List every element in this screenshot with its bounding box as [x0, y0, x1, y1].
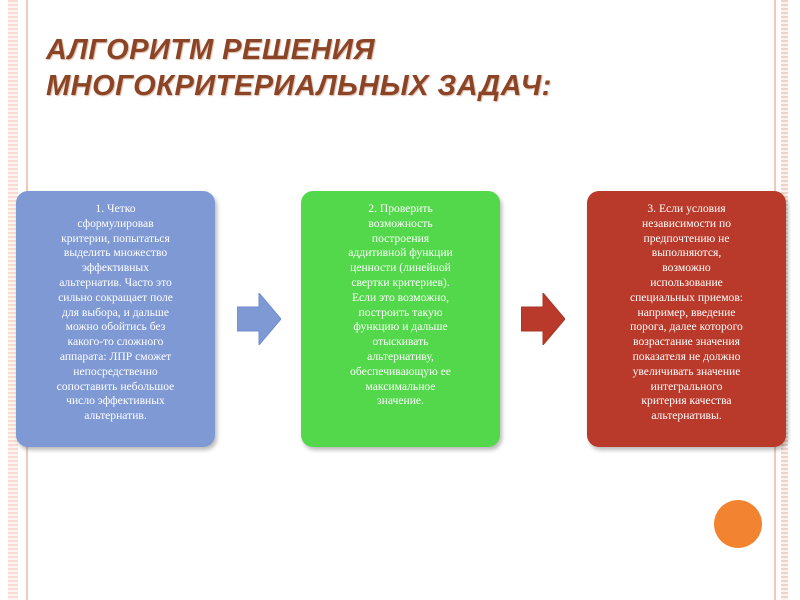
slide-title-line-2: МНОГОКРИТЕРИАЛЬНЫХ ЗАДАЧ:: [46, 70, 552, 102]
step-1-box: [16, 191, 215, 447]
step-3-box: [587, 191, 786, 447]
step-2-box: [301, 191, 500, 447]
orange-circle-decoration: [714, 500, 762, 548]
step-2-text: 2. Проверить возможность построения аддитивной функции ценности (линейной свертки критериев). Если это возможно, построить такую функцию и дальше отыскивать альтернативу, обеспечивающую ее максимальное значение.: [348, 202, 453, 408]
step-1-text: 1. Четко сформулировав критерии, попытаться выделить множество эффективных альтернатив. Часто это сильно сокращает поле для выбора, и дальше можно обойтись без какого-то сложного аппарата: ЛПР сможет непосредственно сопоставить небольшое число эффективных альтернатив.: [56, 202, 175, 423]
step-3-text: 3. Если условия независимости по предпочтению не выполняются, возможно использование специальных приемов: например, введение порога, далее которого возрастание значения показателя не должно увеличивать значение интегрального критерия качества альтернативы.: [629, 202, 744, 423]
arrow-right-icon: [237, 293, 281, 345]
slide-title: [46, 32, 666, 104]
slide-title-line-1: АЛГОРИТМ РЕШЕНИЯ: [46, 34, 376, 66]
arrow-right-icon: [521, 293, 565, 345]
